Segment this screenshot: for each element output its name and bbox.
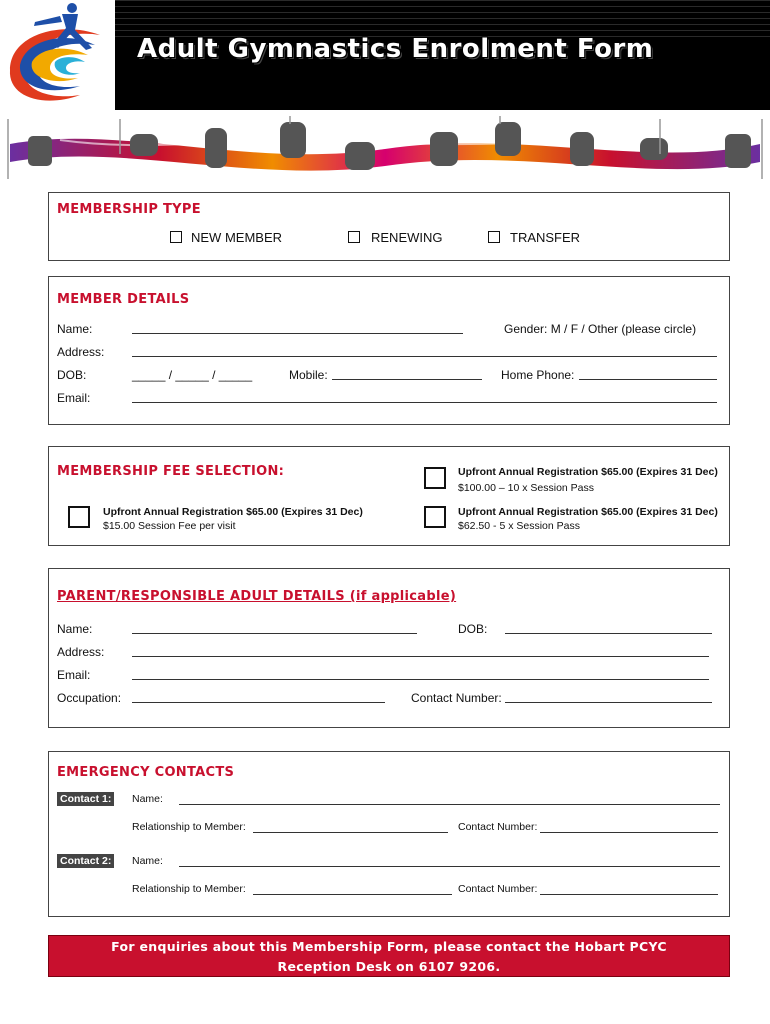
contact-1-relationship-field[interactable] (253, 832, 448, 833)
member-email-field[interactable] (132, 402, 717, 403)
contact-2-number-label: Contact Number: (458, 883, 538, 895)
contact-2-name-label: Name: (132, 855, 163, 867)
fee-option-10-pass-detail: $100.00 – 10 x Session Pass (458, 482, 595, 494)
parent-dob-label: DOB: (458, 622, 488, 636)
member-details-section (48, 276, 730, 425)
contact-1-name-field[interactable] (179, 804, 720, 805)
contact-2-tag: Contact 2: (57, 854, 114, 868)
emergency-contacts-section (48, 751, 730, 917)
parent-details-section (48, 568, 730, 728)
contact-1-number-label: Contact Number: (458, 821, 538, 833)
member-name-field[interactable] (132, 333, 463, 334)
fee-selection-section (48, 446, 730, 546)
fee-option-per-visit-detail: $15.00 Session Fee per visit (103, 520, 236, 532)
fee-option-5-pass-detail: $62.50 - 5 x Session Pass (458, 520, 580, 532)
member-details-title: MEMBER DETAILS (57, 292, 190, 307)
fee-option-per-visit-title: Upfront Annual Registration $65.00 (Expires 31 Dec) (103, 506, 363, 518)
transfer-label: TRANSFER (510, 230, 581, 245)
member-address-field[interactable] (132, 356, 717, 357)
parent-dob-field[interactable] (505, 633, 712, 634)
contact-2-relationship-field[interactable] (253, 894, 452, 895)
home-phone-field[interactable] (579, 379, 717, 380)
fee-option-per-visit-checkbox[interactable] (68, 506, 90, 528)
renewing-checkbox[interactable] (348, 231, 360, 243)
enquiries-footer (48, 935, 730, 977)
member-name-label: Name: (57, 322, 93, 336)
parent-name-field[interactable] (132, 633, 417, 634)
new-member-label: NEW MEMBER (191, 230, 282, 245)
parent-address-label: Address: (57, 645, 105, 659)
renewing-label: RENEWING (371, 230, 443, 245)
member-email-label: Email: (57, 391, 91, 405)
gymnast-logo (0, 0, 115, 110)
member-address-label: Address: (57, 345, 105, 359)
contact-1-number-field[interactable] (540, 832, 718, 833)
member-dob-label: DOB: (57, 368, 87, 382)
fee-option-5-pass-checkbox[interactable] (424, 506, 446, 528)
fee-option-5-pass-title: Upfront Annual Registration $65.00 (Expires 31 Dec) (458, 506, 718, 518)
fee-option-10-pass-title: Upfront Annual Registration $65.00 (Expires 31 Dec) (458, 466, 718, 478)
parent-contact-number-field[interactable] (505, 702, 712, 703)
parent-details-title: PARENT/RESPONSIBLE ADULT DETAILS (if applicable) (57, 589, 457, 604)
fee-selection-title: MEMBERSHIP FEE SELECTION: (57, 464, 285, 479)
contact-2-number-field[interactable] (540, 894, 718, 895)
mobile-field[interactable] (332, 379, 482, 380)
member-dob-field[interactable]: _____ / _____ / _____ (132, 368, 253, 382)
transfer-checkbox[interactable] (488, 231, 500, 243)
contact-2-name-field[interactable] (179, 866, 720, 867)
contact-1-name-label: Name: (132, 793, 163, 805)
parent-email-label: Email: (57, 668, 91, 682)
home-phone-label: Home Phone: (501, 368, 575, 382)
gymnastics-banner (0, 114, 770, 186)
contact-2-relationship-label: Relationship to Member: (132, 883, 246, 895)
new-member-checkbox[interactable] (170, 231, 182, 243)
header (0, 0, 770, 110)
contact-1-relationship-label: Relationship to Member: (132, 821, 246, 833)
fee-option-10-pass-checkbox[interactable] (424, 467, 446, 489)
parent-name-label: Name: (57, 622, 93, 636)
emergency-contacts-title: EMERGENCY CONTACTS (57, 765, 235, 780)
membership-type-title: MEMBERSHIP TYPE (57, 202, 201, 217)
footer-line-1: For enquiries about this Membership Form, please contact the Hobart PCYC (111, 939, 667, 954)
occupation-field[interactable] (132, 702, 385, 703)
parent-address-field[interactable] (132, 656, 709, 657)
gender-label: Gender: M / F / Other (please circle) (504, 322, 697, 336)
mobile-label: Mobile: (289, 368, 328, 382)
parent-email-field[interactable] (132, 679, 709, 680)
membership-type-section (48, 192, 730, 261)
parent-contact-number-label: Contact Number: (411, 691, 502, 705)
contact-1-tag: Contact 1: (57, 792, 114, 806)
footer-line-2: Reception Desk on 6107 9206. (277, 959, 501, 974)
page-title: Adult Gymnastics Enrolment Form (137, 34, 654, 64)
occupation-label: Occupation: (57, 691, 122, 705)
